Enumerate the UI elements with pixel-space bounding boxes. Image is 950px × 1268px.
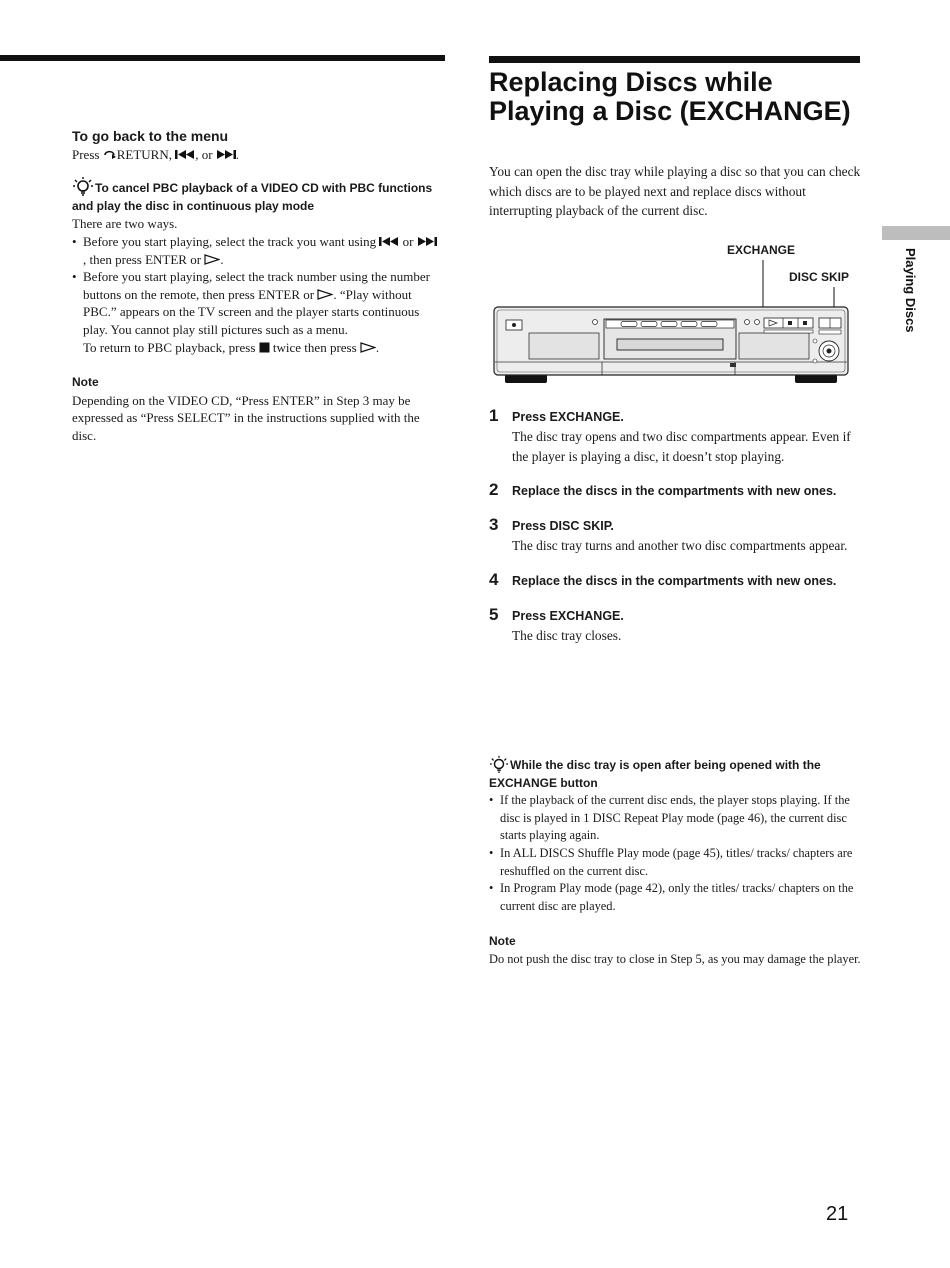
hint-bulb-icon xyxy=(72,176,94,196)
callout-disc-skip: DISC SKIP xyxy=(789,270,850,284)
list-item: • In ALL DISCS Shuffle Play mode (page 45), titles/ tracks/ chapters are reshuffled on the current disc. xyxy=(489,845,864,880)
pbc-tip-list xyxy=(72,233,437,356)
pbc-tip-heading: To cancel PBC playback of a VIDEO CD with PBC functions and play the disc in continuous play mode xyxy=(72,176,437,215)
callout-exchange: EXCHANGE xyxy=(727,243,796,257)
exchange-tip-heading: While the disc tray is open after being opened with the EXCHANGE button xyxy=(489,755,864,792)
left-top-rule xyxy=(0,55,445,61)
section-tab-bar xyxy=(882,226,950,240)
page-title: Replacing Discs while Playing a Disc (EXCHANGE) xyxy=(489,67,851,126)
right-top-rule xyxy=(489,56,860,63)
exchange-tip-list xyxy=(489,792,864,915)
left-note-heading: Note xyxy=(72,375,99,390)
left-column xyxy=(72,128,437,445)
prev-track-icon xyxy=(175,149,195,160)
intro-paragraph: You can open the disc tray while playing a disc so that you can check which discs are to be played next and replace discs without interrupting playback of the current disc. xyxy=(489,164,861,218)
prev-track-icon xyxy=(379,236,399,247)
exchange-tip xyxy=(489,755,864,915)
player-illustration xyxy=(489,240,864,390)
play-icon xyxy=(317,289,333,300)
left-note-body: Depending on the VIDEO CD, “Press ENTER” in Step 3 may be expressed as “Press SELECT” in the instructions supplied with the disc. xyxy=(72,392,420,443)
play-icon xyxy=(360,342,376,353)
back-to-menu-heading: To go back to the menu xyxy=(72,128,229,144)
step-3: 3 Press DISC SKIP. The disc tray turns and another two disc compartments appear. xyxy=(489,515,848,553)
right-note-heading: Note xyxy=(489,934,516,948)
list-item: • In Program Play mode (page 42), only the titles/ tracks/ chapters on the current disc are played. xyxy=(489,880,864,915)
steps-list xyxy=(489,408,864,661)
dvd-player-drawing xyxy=(489,240,864,390)
list-item: • Before you start playing, select the track you want using or , then press ENTER or . xyxy=(72,233,437,268)
list-item: • If the playback of the current disc ends, the player stops playing. If the disc is played in 1 DISC Repeat Play mode (page 46), the current disc starts playing again. xyxy=(489,792,864,845)
page-number: 21 xyxy=(826,1203,849,1225)
step-5: 5 Press EXCHANGE. The disc tray closes. xyxy=(489,604,624,643)
play-icon xyxy=(204,254,220,265)
right-note-body: Do not push the disc tray to close in Step 5, as you may damage the player. xyxy=(489,951,861,966)
hint-bulb-icon xyxy=(489,755,509,773)
section-tab-label: Playing Discs xyxy=(903,248,918,333)
next-track-icon xyxy=(417,236,437,247)
list-item: • Before you start playing, select the track number using the number buttons on the remote, then press ENTER or . “Play without PBC.” appears on the TV screen and the player starts continuous play. You cannot play still pictures such as a menu. To return to PBC playback, press twice then press . xyxy=(72,268,437,356)
step-4: 4 Replace the discs in the compartments with new ones. xyxy=(489,569,837,589)
step-1: 1 Press EXCHANGE. The disc tray opens and two disc compartments appear. Even if the player is playing a disc, it doesn’t stop playing. xyxy=(489,406,851,464)
return-arrow-icon xyxy=(103,149,117,160)
next-track-icon xyxy=(216,149,236,160)
step-2: 2 Replace the discs in the compartments with new ones. xyxy=(489,480,837,499)
pbc-tip-intro: There are two ways. xyxy=(72,216,178,232)
stop-icon xyxy=(259,342,270,353)
right-note xyxy=(489,933,864,968)
back-to-menu-text: Press RETURN, , or . xyxy=(72,146,240,162)
